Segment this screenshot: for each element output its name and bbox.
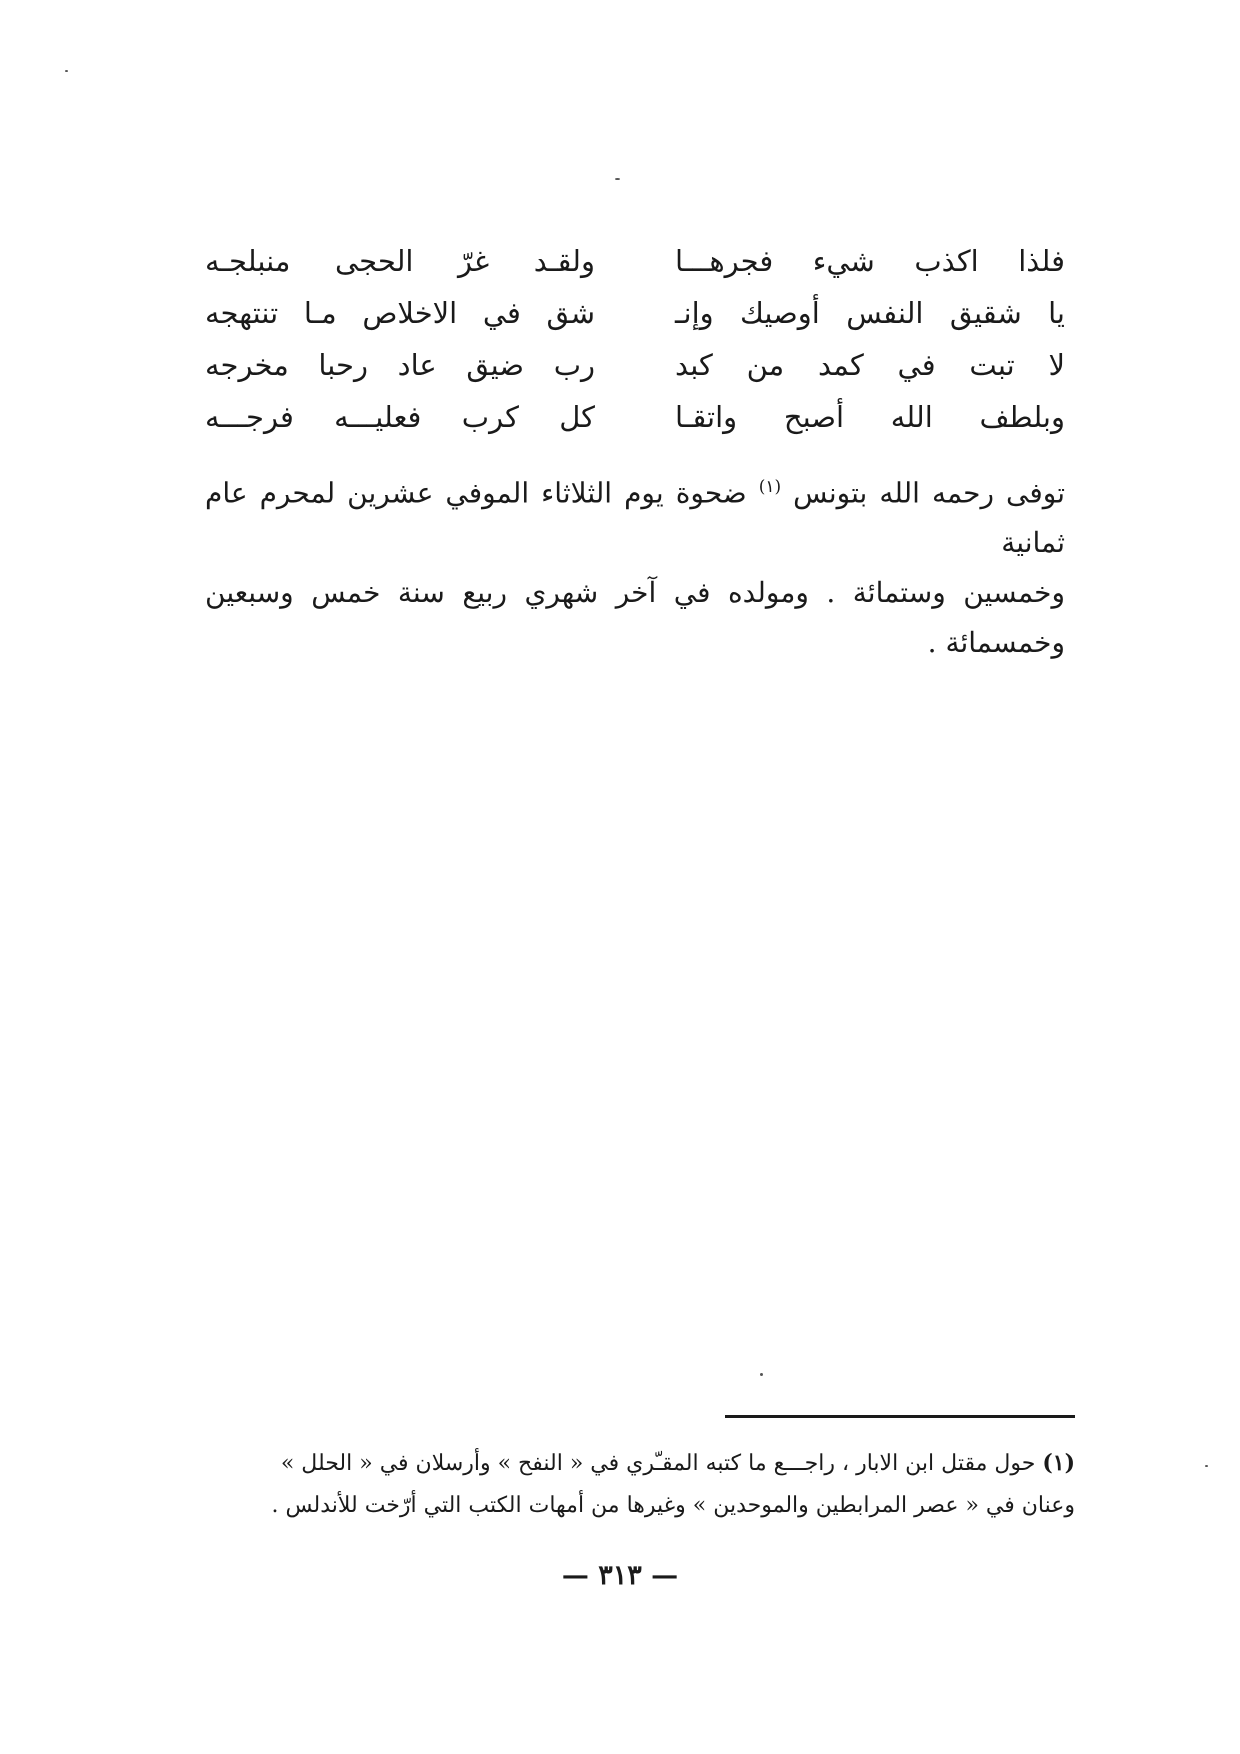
scan-speck [615, 178, 620, 180]
poem-verse [205, 391, 1065, 443]
prose-text: ضحوة يوم الثلاثاء الموفي عشرين لمحرم عام ثمانية [205, 476, 1065, 560]
poem-verse [205, 287, 1065, 339]
verse-second-hemistich: كل كرب فعليـــه فرجـــه [205, 400, 595, 434]
footnote-reference[interactable]: (١) [758, 477, 782, 497]
poem [205, 235, 1065, 443]
prose-line [205, 462, 1065, 568]
verse-first-hemistich: لا تبت في كمد من كبد [675, 348, 1065, 382]
footnotes [205, 1442, 1075, 1527]
verse-first-hemistich: فلذا اكذب شيء فجرهـــا [675, 244, 1065, 278]
verse-first-hemistich: وبلطف الله أصبح واتقـا [675, 400, 1065, 434]
footnote-line [205, 1442, 1075, 1485]
poem-verse [205, 235, 1065, 287]
scan-speck [760, 1373, 763, 1376]
scan-speck [65, 70, 68, 72]
verse-second-hemistich: شق في الاخلاص مـا تنتهجه [205, 296, 595, 330]
scan-speck [1205, 1465, 1208, 1467]
footnote-separator [725, 1415, 1075, 1418]
prose-paragraph [205, 462, 1065, 668]
verse-first-hemistich: يا شقيق النفس أوصيك وإنـ [675, 296, 1065, 330]
verse-second-hemistich: ولقـد غرّ الحجى منبلجـه [205, 244, 595, 278]
poem-verse [205, 339, 1065, 391]
prose-line: وخمسين وستمائة . ومولده في آخر شهري ربيع سنة خمس وسبعين وخمسمائة . [205, 576, 1065, 660]
page-number: — ٣١٣ — [561, 1560, 679, 1591]
footnote-text: حول مقتل ابن الابار ، راجـــع ما كتبه المقـّري في « النفح » وأرسلان في « الحلل » [280, 1451, 1036, 1476]
prose-text: توفى رحمه الله بتونس [793, 476, 1065, 510]
verse-second-hemistich: رب ضيق عاد رحبا مخرجه [205, 348, 595, 382]
footnote-line: وعنان في « عصر المرابطين والموحدين » وغيرها من أمهات الكتب التي أرّخت للأندلس . [271, 1493, 1075, 1518]
footnote-number: (١) [1042, 1450, 1075, 1476]
